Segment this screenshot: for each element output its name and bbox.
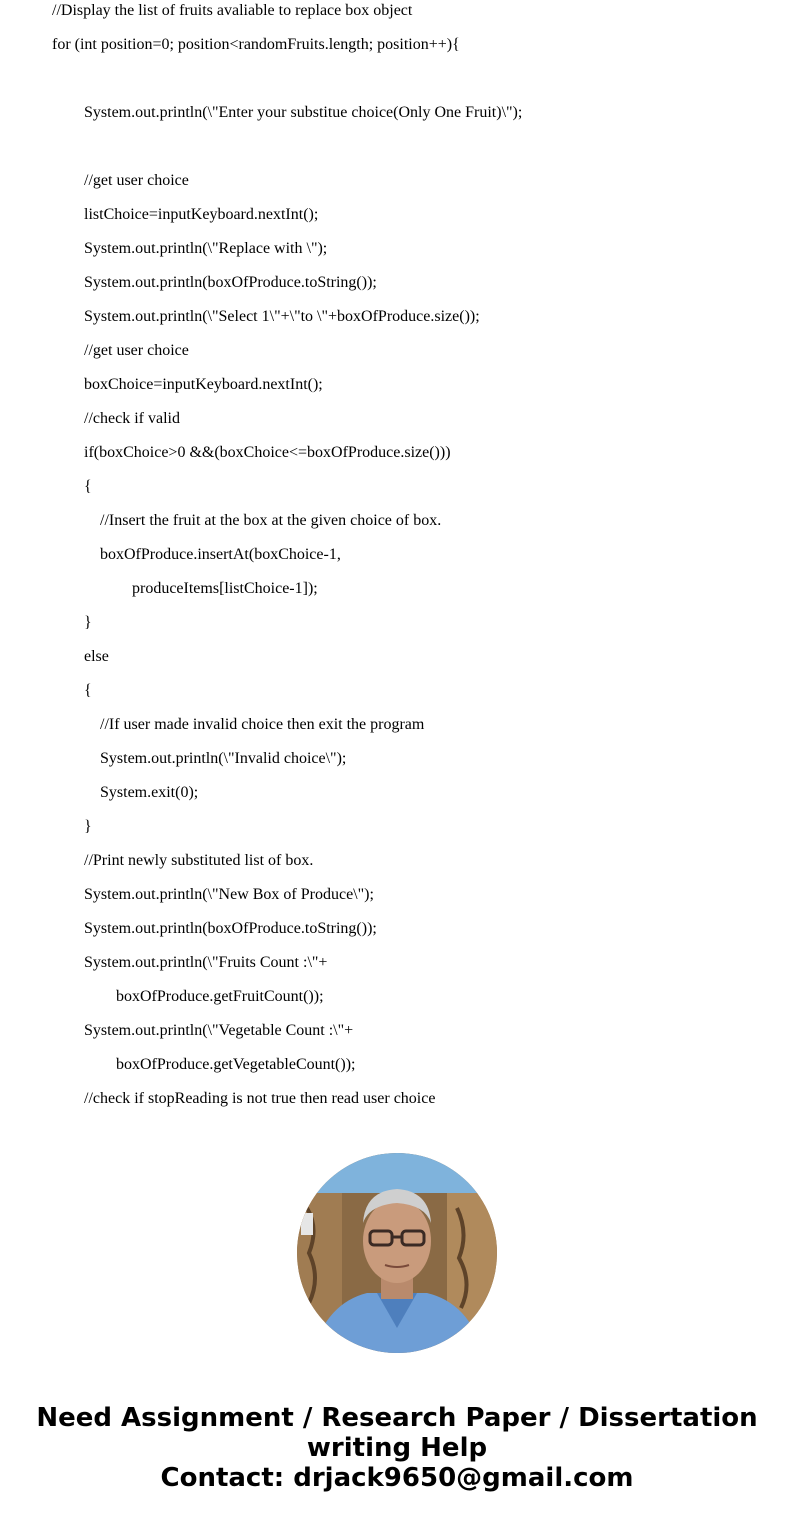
code-line-16: //Insert the fruit at the box at the given choice of box. <box>100 512 442 529</box>
code-line-31: System.out.println(\"Vegetable Count :\"+ <box>84 1022 354 1039</box>
code-line-4: System.out.println(\"Enter your substitue choice(Only One Fruit)\"); <box>84 104 523 121</box>
code-line-25: } <box>84 818 92 835</box>
code-line-33: //check if stopReading is not true then read user choice <box>84 1090 436 1107</box>
help-banner <box>0 1403 794 1493</box>
code-line-26: //Print newly substituted list of box. <box>84 852 314 869</box>
code-line-11: //get user choice <box>84 342 189 359</box>
code-line-23: System.out.println(\"Invalid choice\"); <box>100 750 347 767</box>
code-line-10: System.out.println(\"Select 1\"+\"to \"+boxOfProduce.size()); <box>84 308 480 325</box>
help-banner-line-2: writing Help <box>306 1433 488 1463</box>
author-avatar <box>297 1153 497 1353</box>
code-line-8: System.out.println(\"Replace with \"); <box>84 240 328 257</box>
code-line-2: for (int position=0; position<randomFruits.length; position++){ <box>52 36 460 53</box>
contact-email: Contact: drjack9650@gmail.com <box>160 1463 634 1493</box>
code-line-1: //Display the list of fruits avaliable to replace box object <box>52 2 413 19</box>
code-line-6: //get user choice <box>84 172 189 189</box>
code-line-13: //check if valid <box>84 410 180 427</box>
code-line-7: listChoice=inputKeyboard.nextInt(); <box>84 206 319 223</box>
code-line-12: boxChoice=inputKeyboard.nextInt(); <box>84 376 323 393</box>
code-line-9: System.out.println(boxOfProduce.toString()); <box>84 274 377 291</box>
code-line-20: else <box>84 648 109 665</box>
code-line-27: System.out.println(\"New Box of Produce\"); <box>84 886 374 903</box>
code-line-14: if(boxChoice>0 &&(boxChoice<=boxOfProduce.size())) <box>84 444 451 461</box>
code-line-24: System.exit(0); <box>100 784 199 801</box>
code-line-32: boxOfProduce.getVegetableCount()); <box>116 1056 356 1073</box>
code-line-15: { <box>84 478 92 495</box>
code-line-22: //If user made invalid choice then exit the program <box>100 716 425 733</box>
code-line-17: boxOfProduce.insertAt(boxChoice-1, <box>100 546 341 563</box>
help-banner-line-1: Need Assignment / Research Paper / Dissertation <box>36 1403 758 1433</box>
code-line-30: boxOfProduce.getFruitCount()); <box>116 988 324 1005</box>
author-portrait <box>297 1153 497 1353</box>
code-line-29: System.out.println(\"Fruits Count :\"+ <box>84 954 328 971</box>
code-line-18: produceItems[listChoice-1]); <box>132 580 318 597</box>
code-line-21: { <box>84 682 92 699</box>
code-line-19: } <box>84 614 92 631</box>
code-line-28: System.out.println(boxOfProduce.toString()); <box>84 920 377 937</box>
